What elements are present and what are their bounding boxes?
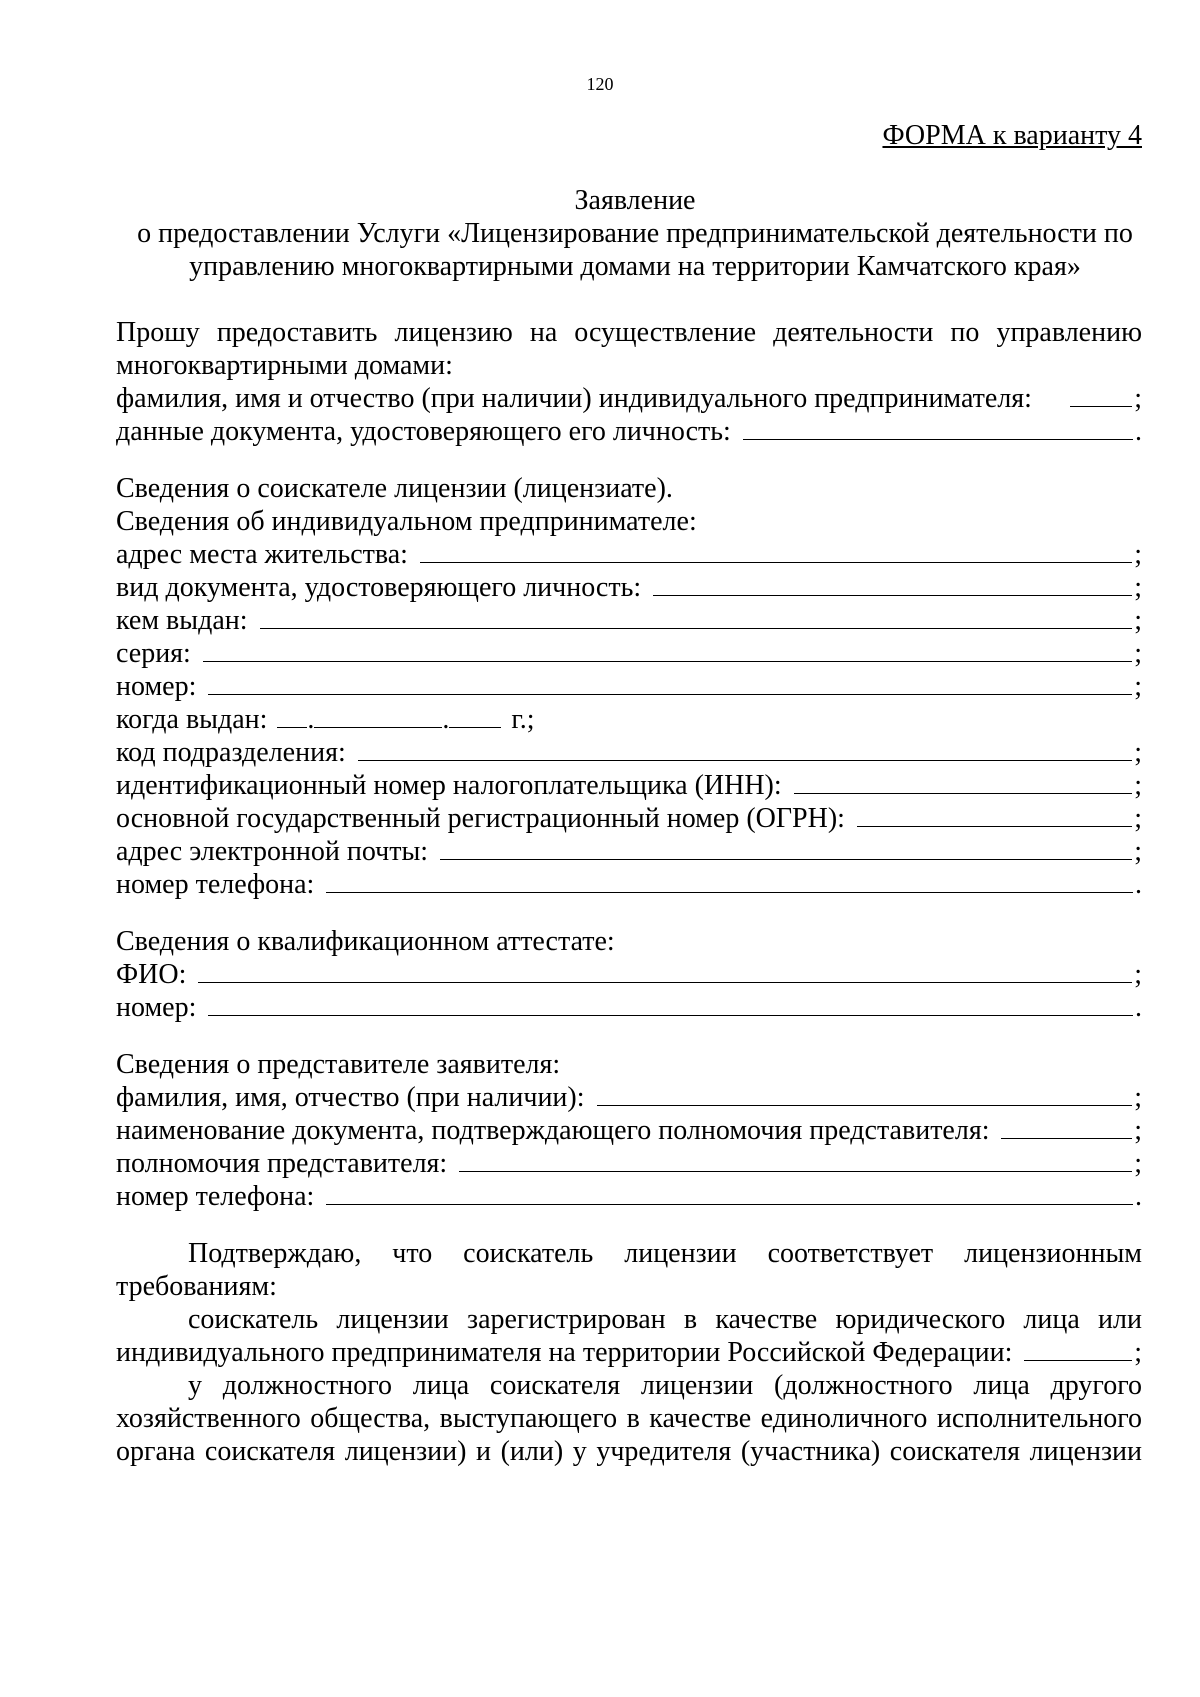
confirm-p3-line-2: хозяйственного общества, выступающего в качестве единоличного исполнительного [116,1403,1142,1434]
number-label: номер: [116,671,197,702]
ip-doc-field[interactable] [743,416,1133,440]
address-row: адрес места жительства: ; [116,539,1142,570]
ogrn-row: основной государственный регистрационный номер (ОГРН): ; [116,803,1142,834]
confirm-p3-line-1: у должностного лица соискателя лицензии (должностного лица другого [188,1370,1142,1401]
confirm-p2-row: индивидуального предпринимателя на территории Российской Федерации: ; [116,1337,1142,1368]
attestat-number-label: номер: [116,992,197,1023]
series-label: серия: [116,638,191,669]
confirm-p3-line-3: органа соискателя лицензии) и (или) у учредителя (участника) соискателя лицензии [116,1436,1142,1467]
division-code-row: код подразделения: ; [116,737,1142,768]
rep-doc-field[interactable] [1001,1115,1132,1139]
form-body [116,316,1142,1468]
ip-fio-label: фамилия, имя и отчество (при наличии) индивидуального предпринимателя: [116,383,1032,414]
series-row: серия: ; [116,638,1142,669]
division-code-label: код подразделения: [116,737,346,768]
document-title [100,184,1170,283]
inn-row: идентификационный номер налогоплательщика (ИНН): ; [116,770,1142,801]
number-field[interactable] [208,671,1132,695]
address-label: адрес места жительства: [116,539,408,570]
title-line-2: о предоставлении Услуги «Лицензирование предпринимательской деятельности по [137,218,1133,249]
email-label: адрес электронной почты: [116,836,429,867]
rep-powers-field[interactable] [459,1148,1132,1172]
issued-year-field[interactable] [449,704,501,728]
ip-fio-field[interactable] [1070,383,1132,407]
series-field[interactable] [203,638,1132,662]
email-field[interactable] [440,836,1132,860]
applicant-heading-1: Сведения о соискателе лицензии (лицензиате). [116,473,673,504]
rep-powers-row: полномочия представителя: ; [116,1148,1142,1179]
issued-by-row: кем выдан: ; [116,605,1142,636]
form-label: ФОРМА к варианту 4 [882,120,1142,151]
email-row: адрес электронной почты: ; [116,836,1142,867]
issued-month-field[interactable] [314,704,442,728]
rep-fio-field[interactable] [597,1082,1133,1106]
ogrn-label: основной государственный регистрационный номер (ОГРН): [116,803,845,834]
ip-doc-label: данные документа, удостоверяющего его личность: [116,416,731,447]
applicant-heading-2: Сведения об индивидуальном предпринимателе: [116,506,697,537]
rep-phone-label: номер телефона: [116,1181,315,1212]
title-line-3: управлению многоквартирными домами на территории Камчатского края» [189,251,1081,282]
attestat-fio-label: ФИО: [116,959,187,990]
issued-date-row: когда выдан: . . г.; [116,704,535,735]
attestat-fio-row: ФИО: ; [116,959,1142,990]
doc-type-label: вид документа, удостоверяющего личность: [116,572,642,603]
division-code-field[interactable] [358,737,1132,761]
rep-fio-label: фамилия, имя, отчество (при наличии): [116,1082,585,1113]
request-line-2: многоквартирными домами: [116,350,453,381]
issued-date-label: когда выдан: [116,704,268,735]
issued-by-field[interactable] [260,605,1133,629]
page-number: 120 [586,74,614,94]
confirm-p1-line-1: Подтверждаю, что соискатель лицензии соответствует лицензионным [188,1238,1142,1269]
issued-day-field[interactable] [277,704,307,728]
ogrn-field[interactable] [857,803,1132,827]
representative-heading: Сведения о представителе заявителя: [116,1049,561,1080]
phone-label: номер телефона: [116,869,315,900]
registration-field[interactable] [1024,1337,1132,1361]
attestat-number-field[interactable] [208,992,1133,1016]
rep-powers-label: полномочия представителя: [116,1148,448,1179]
number-row: номер: ; [116,671,1142,702]
inn-label: идентификационный номер налогоплательщика (ИНН): [116,770,782,801]
rep-doc-label: наименование документа, подтверждающего полномочия представителя: [116,1115,990,1146]
ip-fio-row: фамилия, имя и отчество (при наличии) индивидуального предпринимателя: ; [116,383,1142,414]
issued-by-label: кем выдан: [116,605,248,636]
rep-phone-field[interactable] [326,1181,1133,1205]
doc-type-field[interactable] [653,572,1132,596]
attestat-heading: Сведения о квалификационном аттестате: [116,926,615,957]
address-field[interactable] [420,539,1132,563]
inn-field[interactable] [794,770,1133,794]
phone-field[interactable] [326,869,1133,893]
rep-phone-row: номер телефона: . [116,1181,1142,1212]
doc-type-row: вид документа, удостоверяющего личность: ; [116,572,1142,603]
confirm-p1-line-2: требованиям: [116,1271,277,1302]
ip-doc-row: данные документа, удостоверяющего его личность: . [116,416,1142,447]
attestat-number-row: номер: . [116,992,1142,1023]
title-line-1: Заявление [574,185,696,216]
attestat-fio-field[interactable] [198,959,1132,983]
request-line-1: Прошу предоставить лицензию на осуществление деятельности по управлению [116,317,1142,348]
confirm-p2-line-2: индивидуального предпринимателя на территории Российской Федерации: [116,1337,1013,1368]
rep-fio-row: фамилия, имя, отчество (при наличии): ; [116,1082,1142,1113]
rep-doc-row: наименование документа, подтверждающего полномочия представителя: ; [116,1115,1142,1146]
confirm-p2-line-1: соискатель лицензии зарегистрирован в качестве юридического лица или [188,1304,1142,1335]
phone-row: номер телефона: . [116,869,1142,900]
issued-date-year-suffix: г.; [511,704,535,735]
